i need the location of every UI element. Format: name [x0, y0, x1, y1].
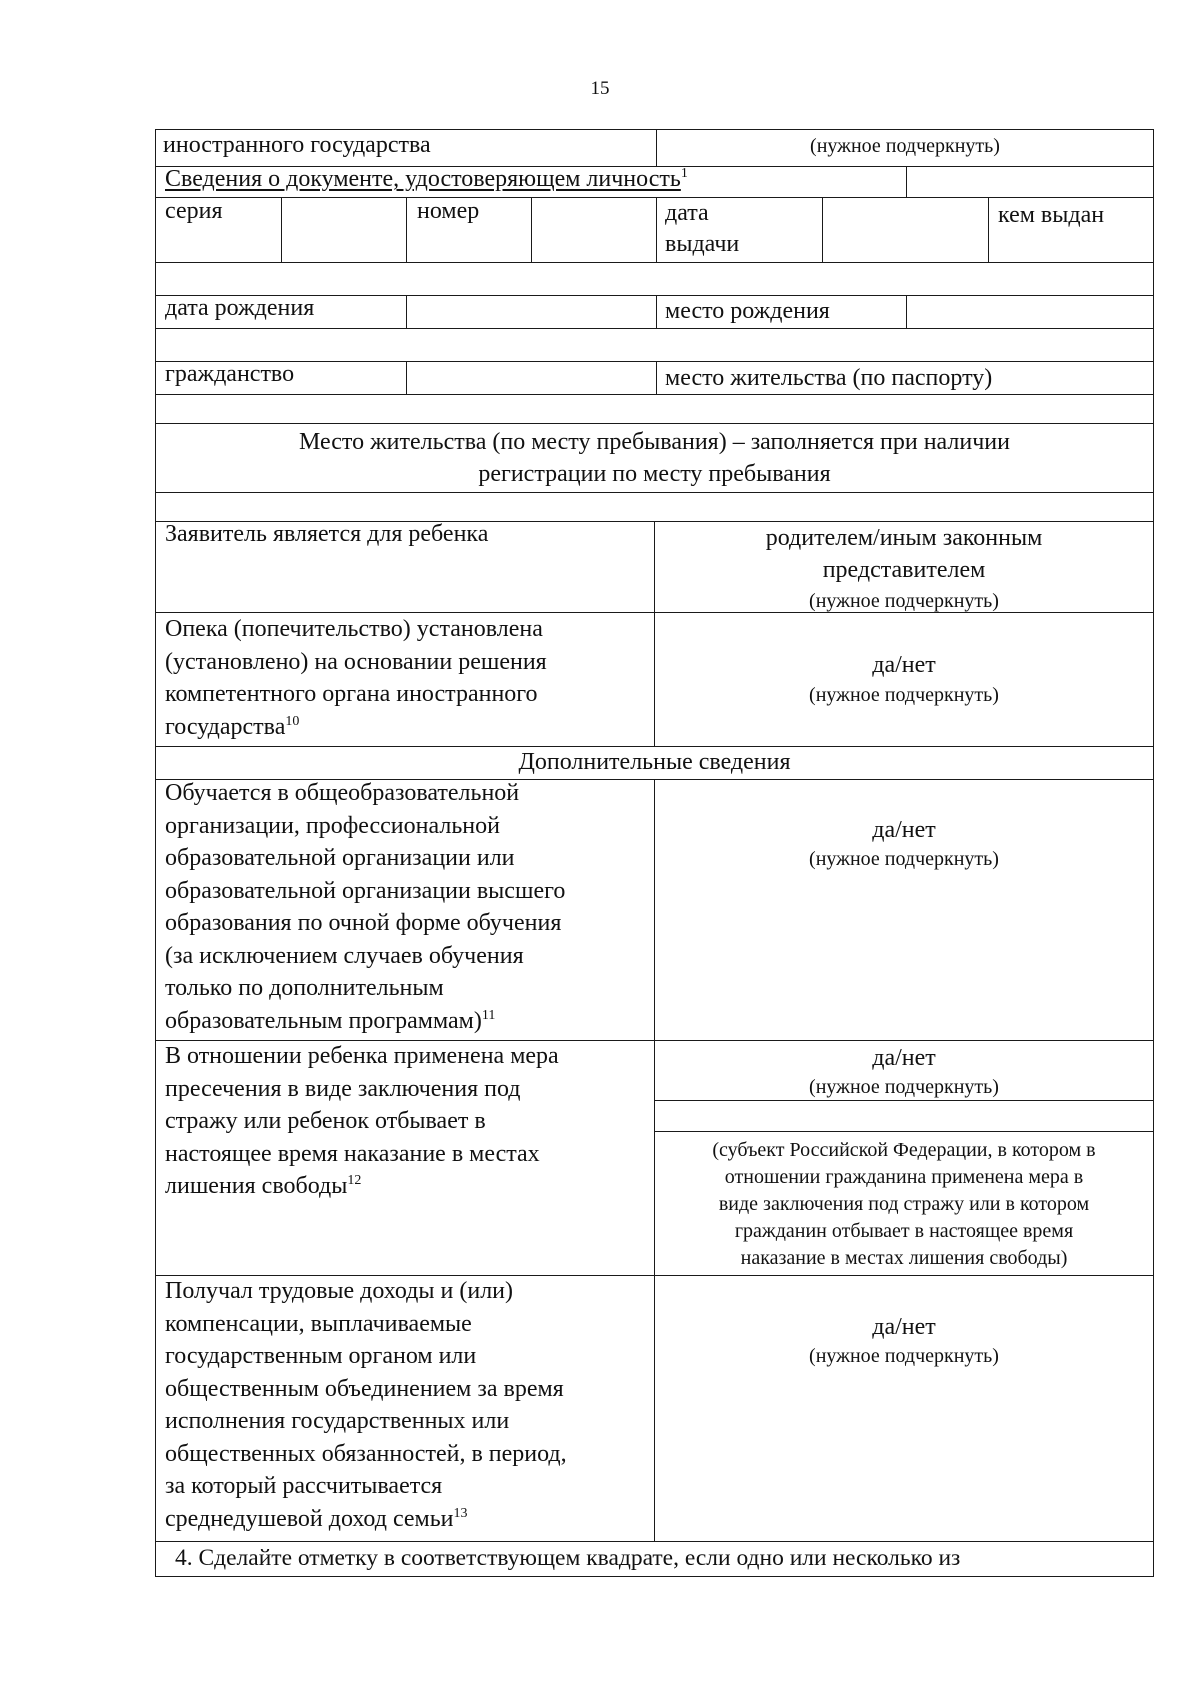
number-label: номер	[417, 198, 480, 224]
custody-value: да/нет	[872, 1045, 936, 1071]
custody-note: (нужное подчеркнуть)	[809, 1076, 999, 1098]
additional-header: Дополнительные сведения	[518, 749, 791, 775]
issued-by-label: кем выдан	[998, 202, 1105, 228]
income-line: Получал трудовые доходы и (или)	[165, 1278, 514, 1304]
income-note: (нужное подчеркнуть)	[809, 1345, 999, 1367]
income-line: исполнения государственных или	[165, 1408, 510, 1434]
education-line: образовательной организации или	[165, 845, 515, 871]
residence-passport-label: место жительства (по паспорту)	[665, 365, 993, 391]
stay-place-line1: Место жительства (по месту пребывания) – заполняется при наличии	[298, 429, 1010, 455]
income-line: государственным органом или	[165, 1343, 477, 1369]
income-line: общественных обязанностей, в период,	[165, 1440, 567, 1467]
education-value: да/нет	[872, 817, 936, 843]
income-line: за который рассчитывается	[165, 1473, 443, 1499]
citizenship-label: гражданство	[165, 361, 295, 387]
row-citizenship	[155, 361, 1154, 395]
custody-subject-note: (субъект Российской Федерации, в котором в	[712, 1139, 1096, 1161]
education-line: Обучается в общеобразовательной	[165, 780, 520, 806]
custody-line: настоящее время наказание в местах	[165, 1140, 540, 1167]
custody-line: стражу или ребенок отбывает в	[165, 1108, 486, 1134]
custody-subject-note: виде заключения под стражу или в котором	[718, 1193, 1090, 1215]
custody-line: пресечения в виде заключения под	[165, 1075, 521, 1102]
foreign-state-label: иностранного государства	[163, 132, 431, 158]
education-line: организации, профессиональной	[165, 812, 500, 839]
birth-place-label: место рождения	[665, 298, 830, 324]
guardianship-line: (установлено) на основании решения	[165, 648, 547, 675]
education-line: только по дополнительным	[165, 975, 444, 1001]
foreign-state-note: (нужное подчеркнуть)	[810, 135, 1000, 157]
issue-date-line2: выдачи	[665, 231, 740, 257]
page-number: 15	[590, 78, 610, 99]
spacer-row	[155, 262, 1154, 296]
education-line-last: образовательным программам)$^{11}$	[165, 1007, 496, 1034]
guardianship-note: (нужное подчеркнуть)	[809, 684, 999, 706]
section4-text: 4. Сделайте отметку в соответствующем квадрате, если одно или несколько из	[175, 1545, 961, 1571]
stay-place-line2: регистрации по месту пребывания	[478, 461, 831, 487]
applicant-note: (нужное подчеркнуть)	[809, 590, 999, 612]
income-line: компенсации, выплачиваемые	[165, 1310, 472, 1337]
applicant-value-line2: представителем	[822, 557, 986, 583]
guardianship-line: компетентного органа иностранного	[165, 681, 538, 707]
custody-subject-note: гражданин отбывает в настоящее время	[734, 1220, 1074, 1242]
education-note: (нужное подчеркнуть)	[809, 848, 999, 870]
guardianship-line-last: государства$^{10}$	[165, 713, 300, 740]
issue-date-line1: дата	[665, 200, 709, 226]
income-value: да/нет	[872, 1314, 936, 1340]
income-line-last: среднедушевой доход семьи$^{13}$	[165, 1505, 468, 1532]
series-label: серия	[165, 198, 223, 224]
income-line: общественным объединением за время	[165, 1375, 564, 1402]
spacer-row	[155, 394, 1154, 424]
identity-doc-label: Сведения о документе, удостоверяющем личность$^1$	[165, 166, 688, 192]
education-line: образования по очной форме обучения	[165, 910, 562, 936]
spacer-row	[155, 328, 1154, 362]
guardianship-line: Опека (попечительство) установлена	[165, 616, 543, 642]
custody-subject-note: наказание в местах лишения свободы)	[740, 1247, 1068, 1269]
education-line: образовательной организации высшего	[165, 877, 566, 904]
education-line: (за исключением случаев обучения	[165, 942, 524, 969]
birth-date-label: дата рождения	[165, 295, 315, 321]
custody-line: В отношении ребенка применена мера	[165, 1043, 559, 1069]
custody-subject-note: отношении гражданина применена мера в	[724, 1166, 1084, 1188]
applicant-value-line1: родителем/иным законным	[765, 525, 1043, 551]
applicant-label: Заявитель является для ребенка	[165, 521, 489, 547]
guardianship-value: да/нет	[872, 652, 936, 678]
custody-line-last: лишения свободы$^{12}$	[165, 1173, 362, 1199]
